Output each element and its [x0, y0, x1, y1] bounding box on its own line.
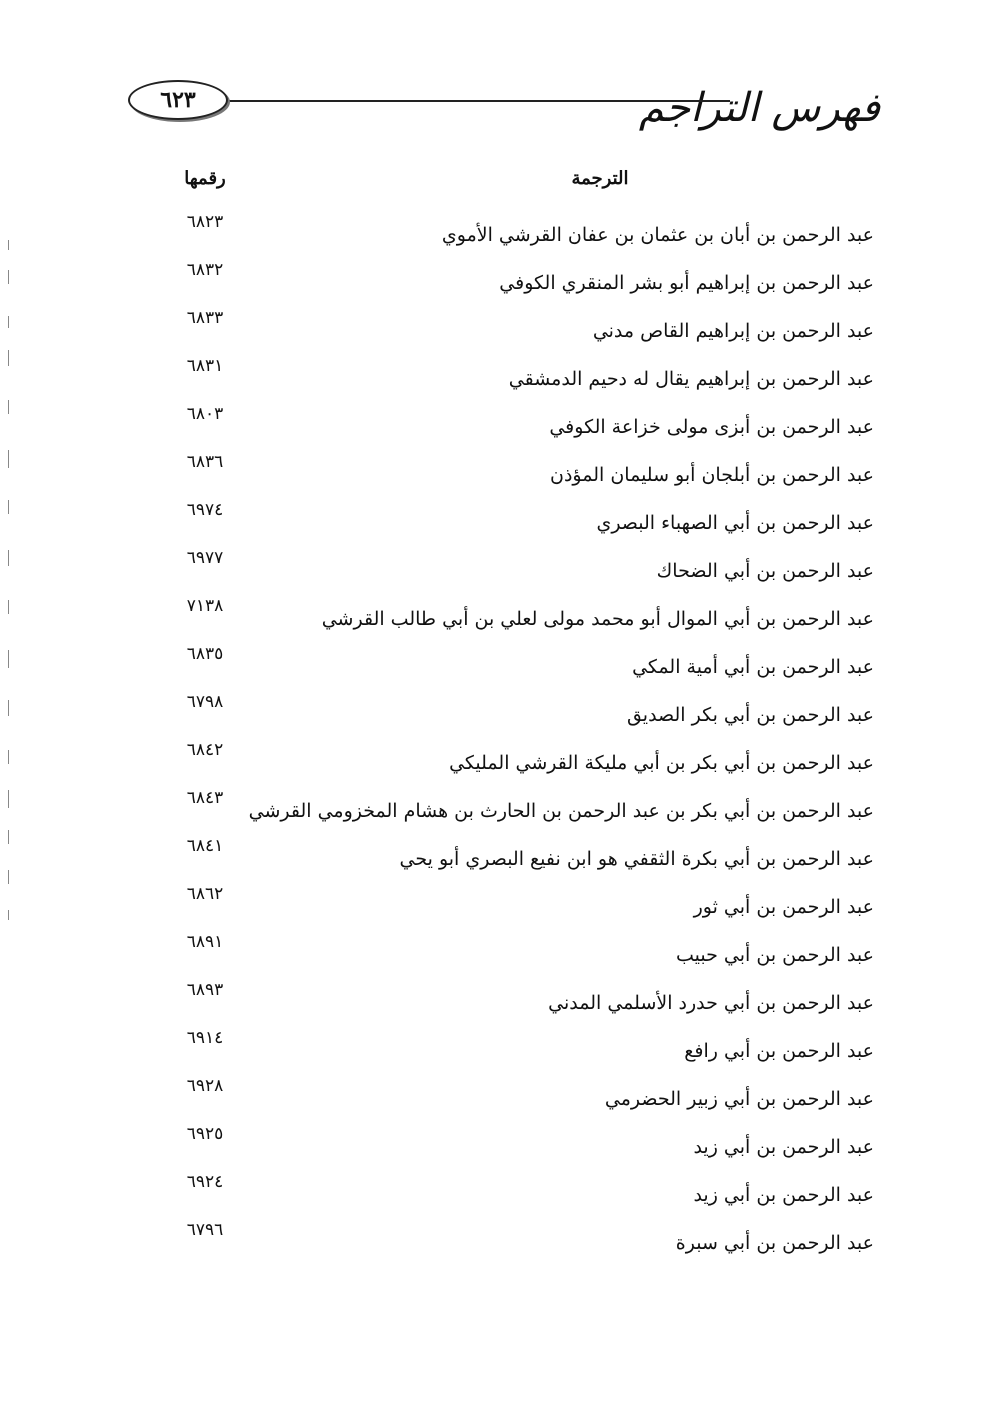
entry-name: عبد الرحمن بن أبلجان أبو سليمان المؤذن	[550, 464, 874, 486]
entry-number: ٦٨٦٢	[186, 884, 224, 904]
column-header-name: الترجمة	[571, 168, 629, 189]
list-item	[0, 740, 1000, 788]
entry-name: عبد الرحمن بن أبي بكر بن أبي مليكة القرشي المليكي	[449, 752, 874, 774]
entry-name: عبد الرحمن بن إبراهيم أبو بشر المنقري الكوفي	[499, 272, 874, 294]
entries-list	[0, 212, 1000, 1268]
entry-name: عبد الرحمن بن أبي الموال أبو محمد مولى لعلي بن أبي طالب القرشي	[321, 608, 874, 630]
entry-name: عبد الرحمن بن أبي أمية المكي	[632, 656, 874, 678]
list-item	[0, 1028, 1000, 1076]
column-header-number: رقمها	[184, 168, 226, 189]
entry-name: عبد الرحمن بن أبان بن عثمان بن عفان القرشي الأموي	[441, 224, 874, 246]
entry-name: عبد الرحمن بن أبي زيد	[693, 1136, 874, 1158]
entry-number: ٦٨٤٢	[186, 740, 224, 760]
header-rule	[220, 100, 730, 102]
entry-number: ٦٨٤٣	[186, 788, 224, 808]
list-item	[0, 644, 1000, 692]
list-item	[0, 212, 1000, 260]
entry-name: عبد الرحمن بن أبي الضحاك	[656, 560, 874, 582]
entry-number: ٦٨٠٣	[186, 404, 224, 424]
entry-number: ٦٩٢٨	[186, 1076, 224, 1096]
list-item	[0, 596, 1000, 644]
list-item	[0, 1220, 1000, 1268]
entry-number: ٦٨٣١	[186, 356, 224, 376]
list-item	[0, 260, 1000, 308]
list-item	[0, 548, 1000, 596]
list-item	[0, 1076, 1000, 1124]
list-item	[0, 932, 1000, 980]
entry-number: ٦٨٤١	[186, 836, 224, 856]
entry-name: عبد الرحمن بن أبي رافع	[684, 1040, 874, 1062]
entry-number: ٦٩٧٤	[186, 500, 224, 520]
entry-name: عبد الرحمن بن إبراهيم يقال له دحيم الدمشقي	[508, 368, 874, 390]
entry-number: ٦٩٧٧	[186, 548, 224, 568]
entry-number: ٦٨٣٥	[186, 644, 224, 664]
entry-name: عبد الرحمن بن إبراهيم القاص مدني	[592, 320, 874, 342]
entry-name: عبد الرحمن بن أبي زبير الحضرمي	[604, 1088, 874, 1110]
list-item	[0, 308, 1000, 356]
entry-name: عبد الرحمن بن أبي بكر الصديق	[626, 704, 874, 726]
entry-number: ٦٨٣٣	[186, 308, 224, 328]
entry-number: ٦٩٢٤	[186, 1172, 224, 1192]
entry-number: ٦٨٢٣	[186, 212, 224, 232]
entry-number: ٦٧٩٨	[186, 692, 224, 712]
entry-name: عبد الرحمن بن أبي الصهباء البصري	[596, 512, 874, 534]
list-item	[0, 452, 1000, 500]
list-item	[0, 1172, 1000, 1220]
entry-name: عبد الرحمن بن أبي حبيب	[676, 944, 874, 966]
entry-name: عبد الرحمن بن أبي بكر بن عبد الرحمن بن الحارث بن هشام المخزومي القرشي	[248, 800, 874, 822]
list-item	[0, 1124, 1000, 1172]
entry-number: ٧١٣٨	[186, 596, 224, 616]
list-item	[0, 692, 1000, 740]
list-item	[0, 356, 1000, 404]
entry-name: عبد الرحمن بن أبي بكرة الثقفي هو ابن نفيع البصري أبو يحي	[399, 848, 874, 870]
page-number-badge: ٦٢٣	[128, 80, 228, 120]
page-header	[128, 78, 880, 138]
entry-number: ٦٧٩٦	[186, 1220, 224, 1240]
entry-number: ٦٨٣٢	[186, 260, 224, 280]
entry-number: ٦٨٣٦	[186, 452, 224, 472]
entry-number: ٦٩٢٥	[186, 1124, 224, 1144]
entry-number: ٦٨٩١	[186, 932, 224, 952]
entry-name: عبد الرحمن بن أبزى مولى خزاعة الكوفي	[549, 416, 874, 438]
list-item	[0, 836, 1000, 884]
entry-number: ٦٨٩٣	[186, 980, 224, 1000]
list-item	[0, 884, 1000, 932]
list-item	[0, 404, 1000, 452]
entry-name: عبد الرحمن بن أبي حدرد الأسلمي المدني	[548, 992, 874, 1014]
entry-name: عبد الرحمن بن أبي سبرة	[675, 1232, 874, 1254]
list-item	[0, 980, 1000, 1028]
entry-name: عبد الرحمن بن أبي زيد	[693, 1184, 874, 1206]
list-item	[0, 500, 1000, 548]
entry-number: ٦٩١٤	[186, 1028, 224, 1048]
entry-name: عبد الرحمن بن أبي ثور	[693, 896, 874, 918]
header-title: فهرس التراجم	[638, 85, 880, 131]
list-item	[0, 788, 1000, 836]
